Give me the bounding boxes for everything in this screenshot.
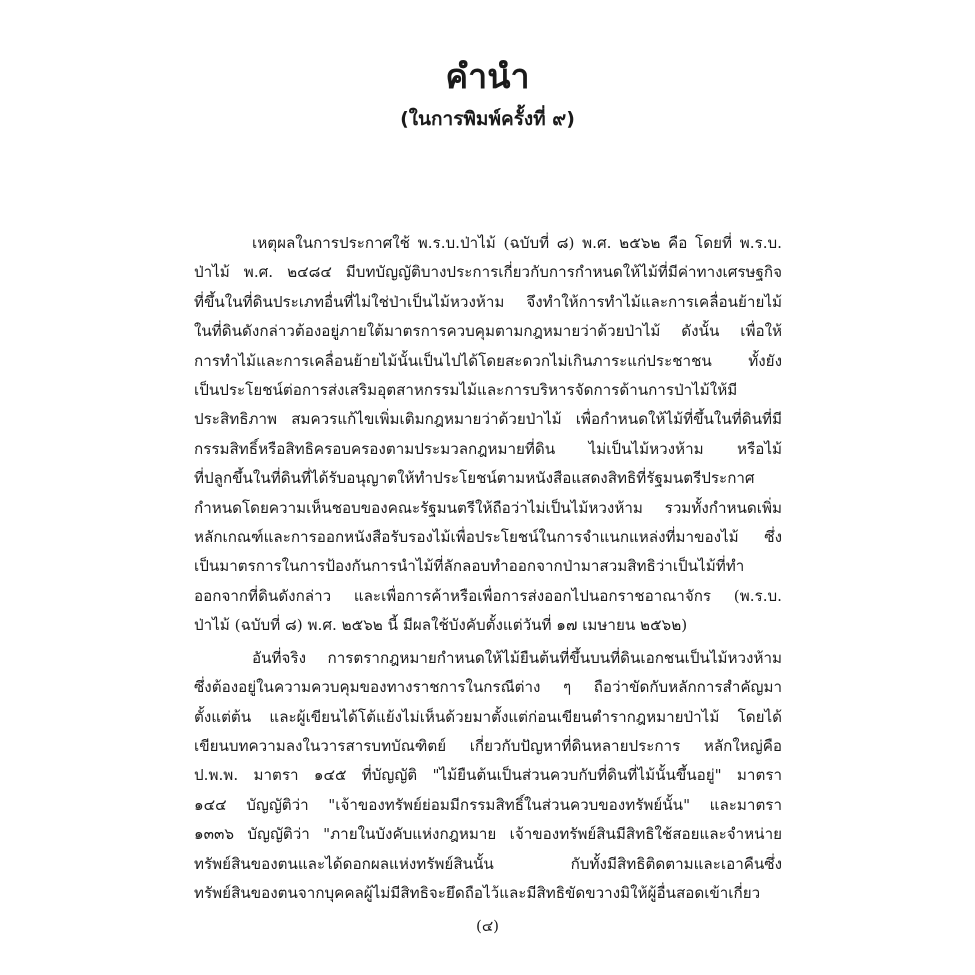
text-line: หลักเกณฑ์และการออกหนังสือรับรองไม้เพื่อประโยชน์ในการจำแนกแหล่งที่มาของไม้ ซึ่ง (194, 528, 782, 547)
text-line: ซึ่งต้องอยู่ในความควบคุมของทางราชการในกรณีต่าง ๆ ถือว่าขัดกับหลักการสำคัญมา (194, 678, 782, 697)
text-line: ในที่ดินดังกล่าวต้องอยู่ภายใต้มาตรการควบคุมตามกฎหมายว่าด้วยป่าไม้ ดังนั้น เพื่อให้ (194, 322, 782, 341)
text-line: เป็นมาตรการในการป้องกันการนำไม้ที่ลักลอบทำออกจากป่ามาสวมสิทธิว่าเป็นไม้ที่ทำ (194, 557, 745, 576)
text-line: ป่าไม้ (ฉบับที่ ๘) พ.ศ. ๒๕๖๒ นี้ มีผลใช้บังคับตั้งแต่วันที่ ๑๗ เมษายน ๒๕๖๒) (194, 616, 688, 635)
paragraph-2 (194, 644, 782, 909)
body-text (194, 229, 782, 911)
text-line: ออกจากที่ดินดังกล่าว และเพื่อการค้าหรือเพื่อการส่งออกไปนอกราชอาณาจักร (พ.ร.บ. (194, 586, 782, 605)
page-number: (๔) (475, 917, 500, 935)
text-line: กำหนดโดยความเห็นชอบของคณะรัฐมนตรีให้ถือว่าไม่เป็นไม้หวงห้าม รวมทั้งกำหนดเพิ่ม (194, 498, 782, 517)
page-title: คำนำ (445, 57, 530, 97)
text-line: กรรมสิทธิ์หรือสิทธิครอบครองตามประมวลกฎหมายที่ดิน ไม่เป็นไม้หวงห้าม หรือไม้ (194, 439, 782, 458)
text-line: การทำไม้และการเคลื่อนย้ายไม้นั้นเป็นไปได้โดยสะดวกไม่เกินภาระแก่ประชาชน ทั้งยัง (194, 351, 782, 370)
text-line: ประสิทธิภาพ สมควรแก้ไขเพิ่มเติมกฎหมายว่าด้วยป่าไม้ เพื่อกำหนดให้ไม้ที่ขึ้นในที่ดินที่มี (194, 410, 782, 429)
text-line: ที่ปลูกขึ้นในที่ดินที่ได้รับอนุญาตให้ทำประโยชน์ตามหนังสือแสดงสิทธิที่รัฐมนตรีประกาศ (194, 469, 755, 488)
text-line: ตั้งแต่ต้น และผู้เขียนได้โต้แย้งไม่เห็นด้วยมาตั้งแต่ก่อนเขียนตำรากฎหมายป่าไม้ โดยได้ (194, 707, 782, 726)
text-line: เป็นประโยชน์ต่อการส่งเสริมอุตสาหกรรมไม้และการบริหารจัดการด้านการป่าไม้ให้มี (194, 381, 738, 400)
text-line: เขียนบทความลงในวารสารบทบัณฑิตย์ เกี่ยวกับปัญหาที่ดินหลายประการ หลักใหญ่คือ (194, 736, 782, 755)
paragraph-1 (194, 229, 782, 641)
text-line: ทรัพย์สินของตนจากบุคคลผู้ไม่มีสิทธิจะยึดถือไว้และมีสิทธิขัดขวางมิให้ผู้อื่นสอดเข้าเกี่ยว (194, 883, 761, 902)
page-subtitle: (ในการพิมพ์ครั้งที่ ๙) (400, 108, 575, 130)
text-line: ๑๔๔ บัญญัติว่า "เจ้าของทรัพย์ย่อมมีกรรมสิทธิ์ในส่วนควบของทรัพย์นั้น" และมาตรา (194, 795, 782, 814)
text-line: ทรัพย์สินของตนและได้ดอกผลแห่งทรัพย์สินนั้น กับทั้งมีสิทธิติดตามและเอาคืนซึ่ง (194, 854, 782, 873)
text-line: ป่าไม้ พ.ศ. ๒๔๘๔ มีบทบัญญัติบางประการเกี่ยวกับการกำหนดให้ไม้ที่มีค่าทางเศรษฐกิจ (194, 263, 782, 282)
text-line: ป.พ.พ. มาตรา ๑๔๕ ที่บัญญัติ "ไม้ยืนต้นเป็นส่วนควบกับที่ดินที่ไม้นั้นขึ้นอยู่" มาตรา (194, 766, 782, 785)
text-line: อันที่จริง การตรากฎหมายกำหนดให้ไม้ยืนต้นที่ขึ้นบนที่ดินเอกชนเป็นไม้หวงห้าม (252, 648, 782, 667)
text-line: เหตุผลในการประกาศใช้ พ.ร.บ.ป่าไม้ (ฉบับที่ ๘) พ.ศ. ๒๕๖๒ คือ โดยที่ พ.ร.บ. (252, 234, 782, 252)
text-line: ที่ขึ้นในที่ดินประเภทอื่นที่ไม่ใช่ป่าเป็นไม้หวงห้าม จึงทำให้การทำไม้และการเคลื่อนย้ายไม้ (194, 292, 782, 311)
text-line: ๑๓๓๖ บัญญัติว่า "ภายในบังคับแห่งกฎหมาย เจ้าของทรัพย์สินมีสิทธิใช้สอยและจำหน่าย (194, 825, 782, 844)
